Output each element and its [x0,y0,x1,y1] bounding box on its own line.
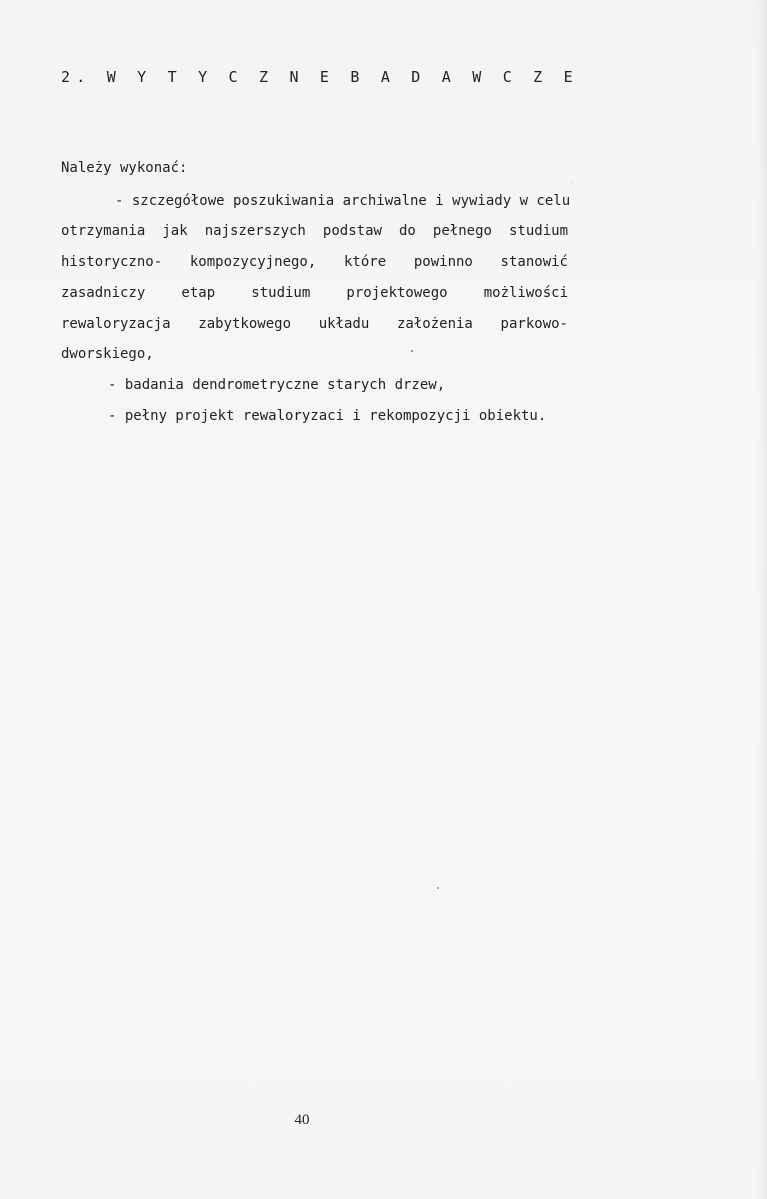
paragraph-line-4: zasadniczy etap studium projektowego możliwości [61,285,568,301]
paragraph-line-2: otrzymania jak najszerszych podstaw do pełnego studium [61,223,568,239]
scan-speck [571,182,572,183]
paragraph-line-1: - szczegółowe poszukiwania archiwalne i wywiady w celu [115,193,571,209]
scan-speck [437,887,439,889]
paragraph-line-3: historyczno- kompozycyjnego, które powinno stanowić [61,254,568,270]
bullet-item-1: - badania dendrometryczne starych drzew, [108,377,446,393]
intro-line: Należy wykonać: [61,160,188,176]
section-heading: 2. W Y T Y C Z N E B A D A W C Z E [61,68,579,86]
page-edge-shadow [757,0,767,1199]
paragraph-line-5: rewaloryzacja zabytkowego układu założenia parkowo- [61,316,568,332]
paragraph-line-6: dworskiego, [61,346,154,362]
bullet-item-2: - pełny projekt rewaloryzaci i rekompozycji obiektu. [108,408,547,424]
page-number: 40 [294,1112,310,1128]
scan-speck [411,350,413,352]
